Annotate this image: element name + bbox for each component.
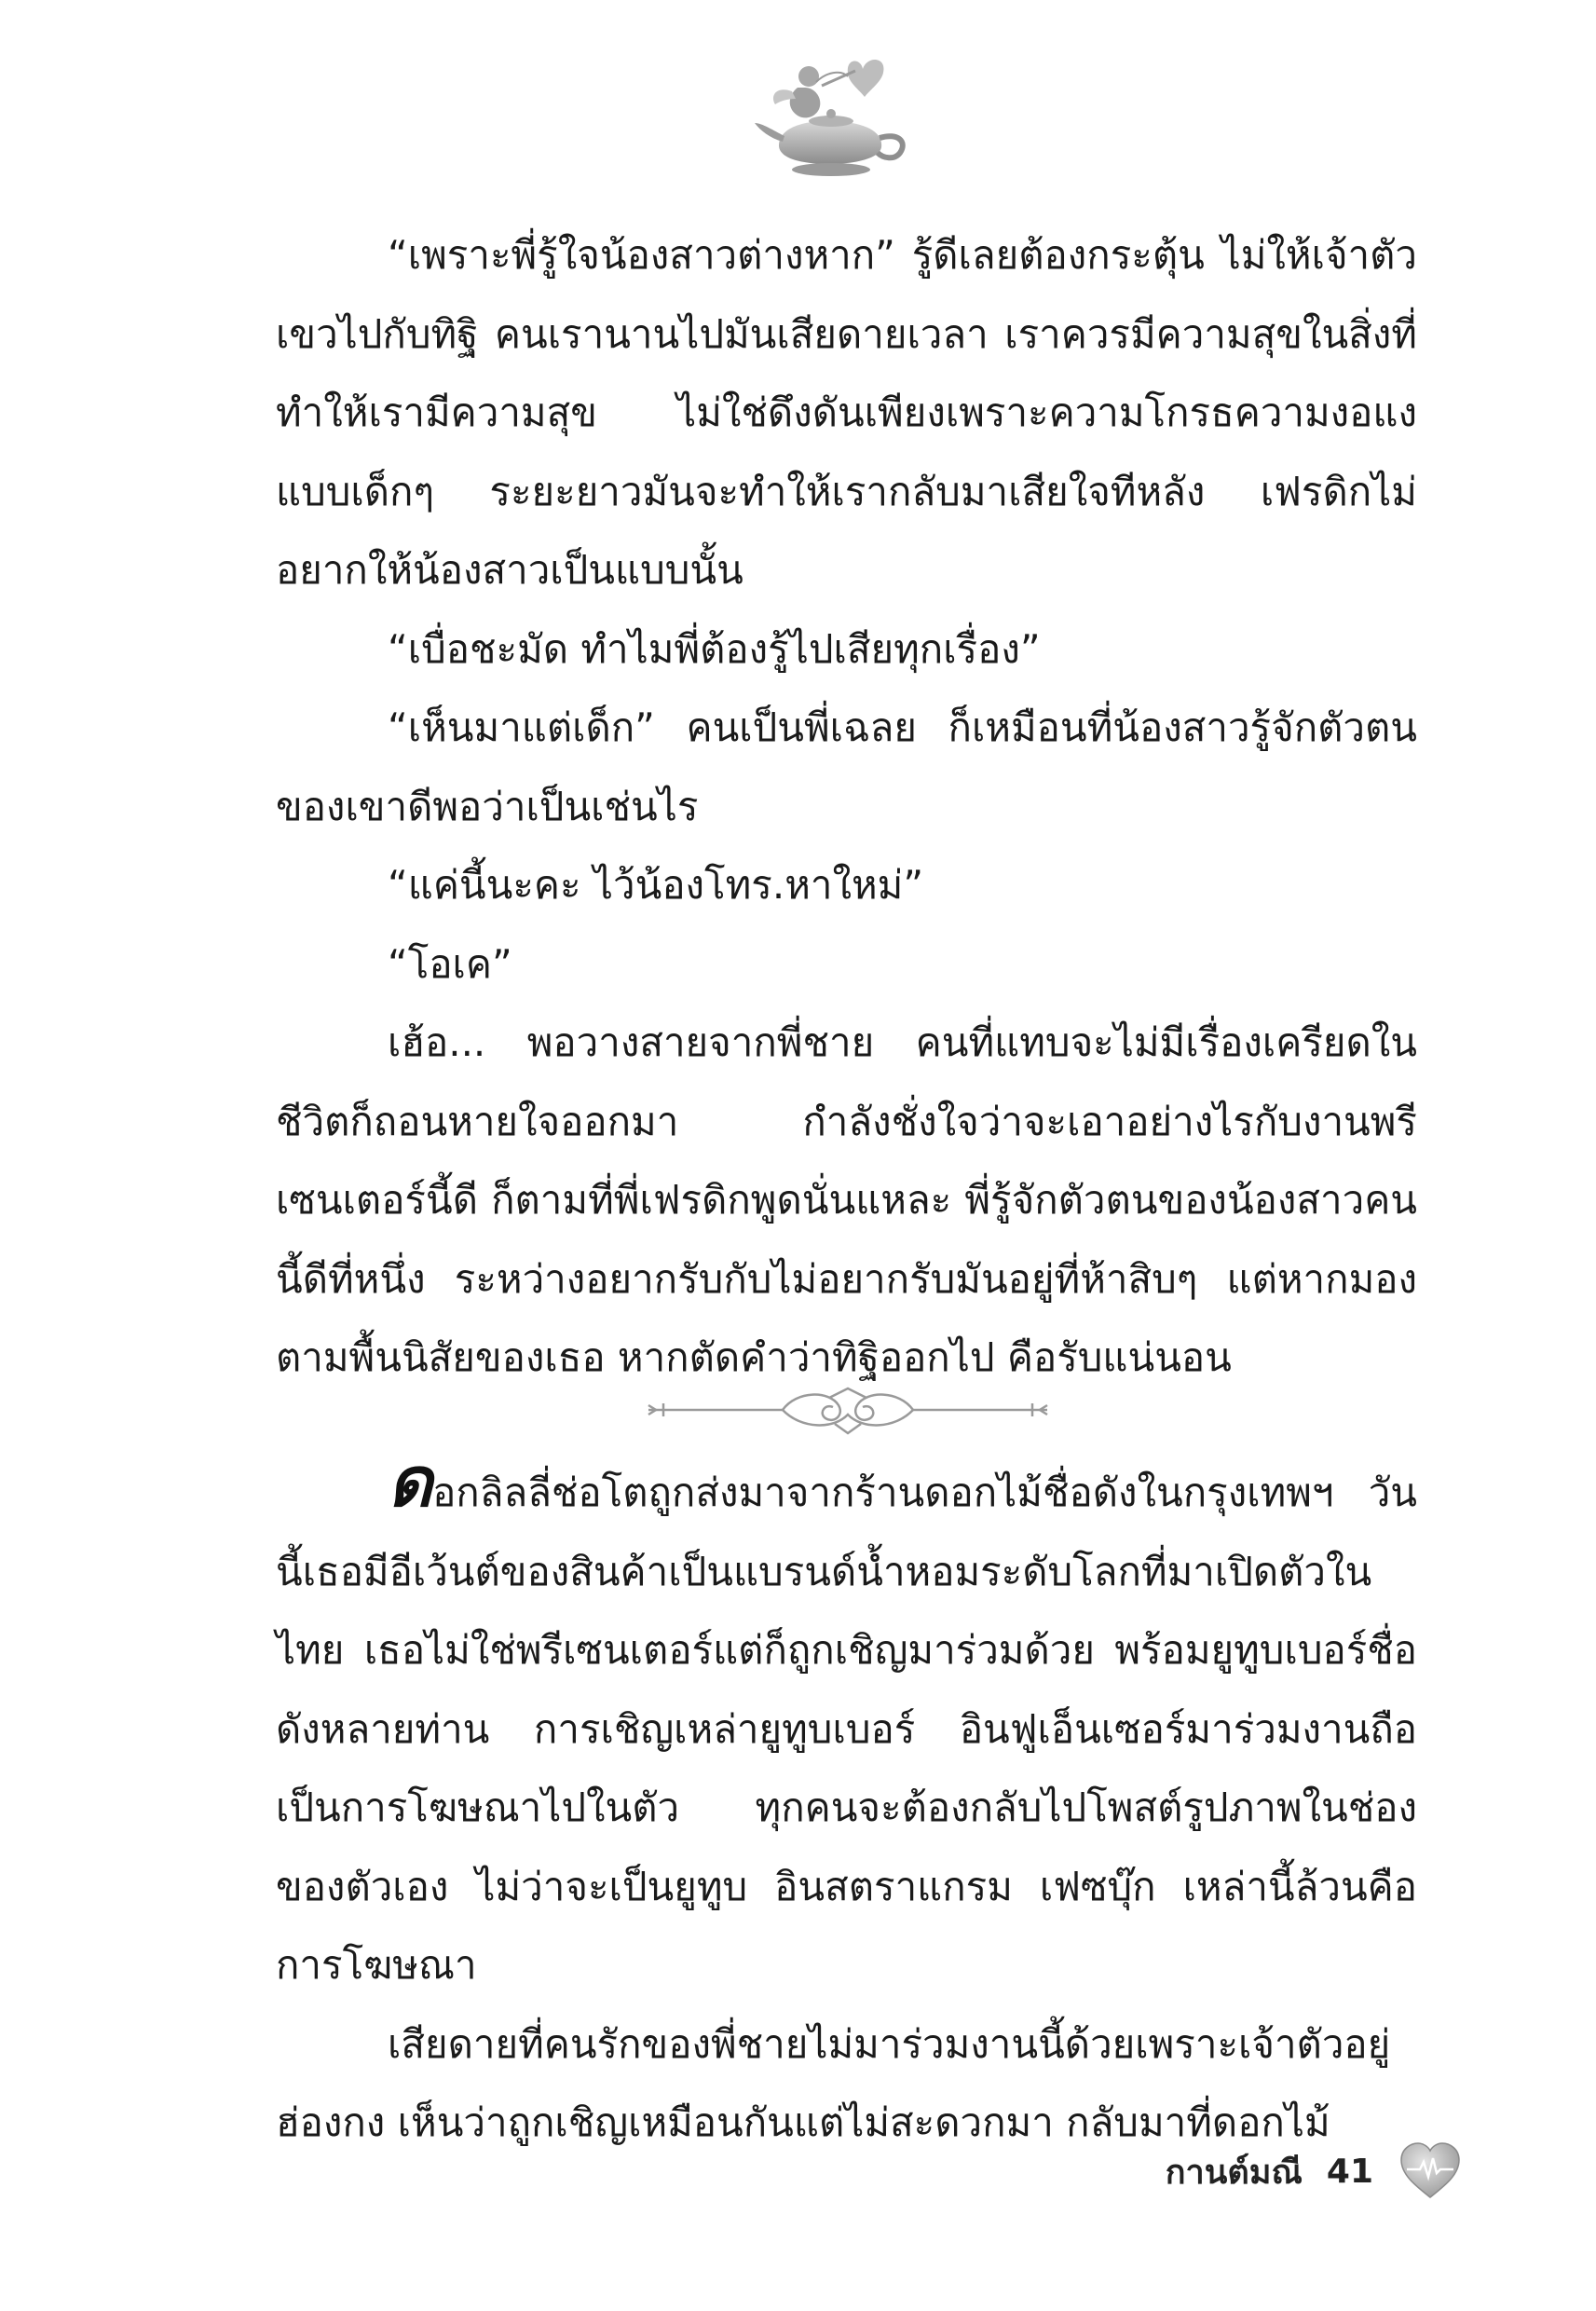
paragraph-1: “เพราะพี่รู้ใจน้องสาวต่างหาก” รู้ดีเลยต้องกระตุ้น ไม่ให้เจ้าตัวเขวไปกับทิฐิ คนเรานานไปมันเสียดายเวลา เราควรมีความสุขในสิ่งที่ทำให้เรามีความสุข ไม่ใช่ดึงดันเพียงเพราะความโกรธความงอแงแบบเด็กๆ ระยะยาวมันจะทำให้เรากลับมาเสียใจทีหลัง เฟรดิกไม่อยากให้น้องสาวเป็นแบบนั้น	[276, 232, 1417, 593]
paragraph-3: “เห็นมาแต่เด็ก” คนเป็นพี่เฉลย ก็เหมือนที่น้องสาวรู้จักตัวตนของเขาดีพอว่าเป็นเช่นไร	[276, 704, 1417, 829]
flourish-divider-icon	[643, 1377, 1053, 1443]
page-number: 41	[1326, 2152, 1373, 2191]
paragraph-7-text: อกลิลลี่ช่อโตถูกส่งมาจากร้านดอกไม้ชื่อดังในกรุงเทพฯ วันนี้เธอมีอีเว้นต์ของสินค้าเป็นแบรนด์น้ำหอมระดับโลกที่มาเปิดตัวในไทย เธอไม่ใช่พรีเซนเตอร์แต่ก็ถูกเชิญมาร่วมด้วย พร้อมยูทูบเบอร์ชื่อดังหลายท่าน การเชิญเหล่ายูทูบเบอร์ อินฟูเอ็นเซอร์มาร่วมงานถือเป็นการโฆษณาไปในตัว ทุกคนจะต้องกลับไปโพสต์รูปภาพในช่องของตัวเอง ไม่ว่าจะเป็นยูทูบ อินสตราแกรม เฟซบุ๊ก เหล่านี้ล้วนคือการโฆษณา	[276, 1470, 1417, 1988]
paragraph-4: “แค่นี้นะคะ ไว้น้องโทร.หาใหม่”	[388, 862, 924, 908]
paragraph-6: เฮ้อ... พอวางสายจากพี่ชาย คนที่แทบจะไม่มีเรื่องเครียดในชีวิตก็ถอนหายใจออกมา กำลังชั่งใจว่าจะเอาอย่างไรกับงานพรีเซนเตอร์นี้ดี ก็ตามที่พี่เฟรดิกพูดนั่นแหละ พี่รู้จักตัวตนของน้องสาวคนนี้ดีที่หนึ่ง ระหว่างอยากรับกับไม่อยากรับมันอยู่ที่ห้าสิบๆ แต่หากมองตามพื้นนิสัยของเธอ หากตัดคำว่าทิฐิออกไป คือรับแน่นอน	[276, 1019, 1417, 1380]
page-footer	[1071, 2134, 1463, 2208]
section-one	[276, 216, 1417, 1398]
section-two	[276, 1443, 1417, 2163]
drop-cap: ด	[388, 1443, 433, 1523]
heartbeat-heart-icon	[1398, 2141, 1463, 2201]
paragraph-5: “โอเค”	[388, 940, 512, 987]
cupid-teapot-ornament-icon	[751, 48, 919, 188]
paragraph-2: “เบื่อชะมัด ทำไมพี่ต้องรู้ไปเสียทุกเรื่อง”	[388, 625, 1041, 672]
author-name: กานต์มณี	[1165, 2153, 1303, 2192]
paragraph-8: เสียดายที่คนรักของพี่ชายไม่มาร่วมงานนี้ด้วยเพราะเจ้าตัวอยู่ฮ่องกง เห็นว่าถูกเชิญเหมือนกันแต่ไม่สะดวกมา กลับมาที่ดอกไม้	[276, 2020, 1391, 2145]
paragraph-7	[276, 1443, 1417, 2005]
